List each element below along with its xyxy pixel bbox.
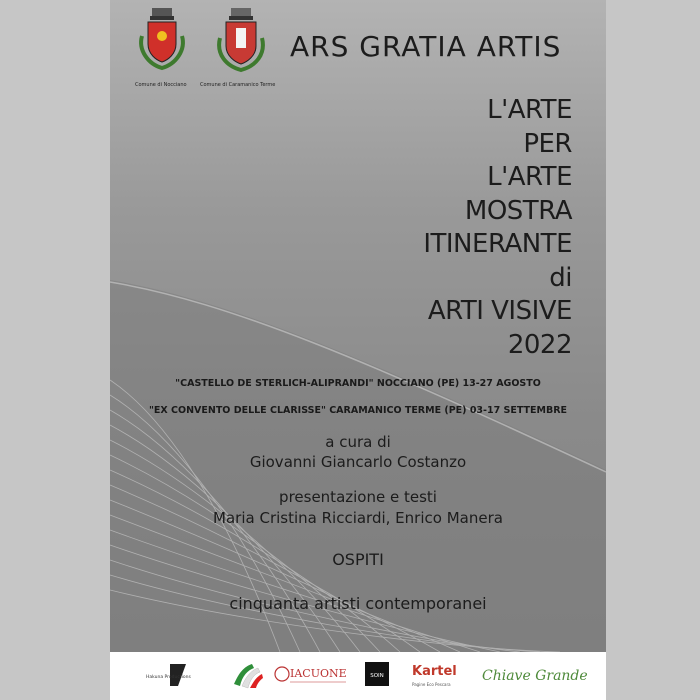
- sponsor-iacuone-logo: [274, 660, 348, 690]
- curator-name: Giovanni Giancarlo Costanzo: [249, 453, 467, 471]
- sponsor-kartel-logo: [410, 660, 468, 690]
- venue-caramanico: "EX CONVENTO DELLE CLARISSE" CARAMANICO TERME (PE) 03-17 SETTEMBRE: [148, 405, 568, 416]
- sponsor-soin-logo: [364, 660, 390, 690]
- crest-right-label: Comune di Caramanico Terme: [200, 82, 276, 88]
- sponsor-6-text: Chiave Grande: [482, 668, 588, 684]
- sponsor-tricolor-logo: [232, 660, 264, 690]
- sponsor-hakuna-logo: [146, 660, 220, 690]
- venue-nocciano: "CASTELLO DE STERLICH-ALIPRANDI" NOCCIANO (PE) 13-27 AGOSTO: [175, 378, 541, 389]
- texts-names: Maria Cristina Ricciardi, Enrico Manera: [213, 509, 503, 527]
- sponsor-strip: [110, 652, 606, 700]
- title-line: 2022: [507, 329, 572, 360]
- title-line: ITINERANTE: [423, 229, 572, 259]
- title-line: PER: [523, 128, 572, 159]
- sponsor-chiave-grande-logo: [480, 660, 588, 690]
- sponsor-3-text: IACUONE: [290, 667, 347, 680]
- title-line: di: [549, 262, 572, 293]
- crest-left-label: Comune di Nocciano: [135, 82, 187, 88]
- guests-label: OSPITI: [332, 550, 384, 569]
- guests-text: cinquanta artisti contemporanei: [229, 594, 487, 613]
- title-stack: [312, 94, 572, 362]
- caramanico-crest-icon: [214, 6, 268, 74]
- title-line: MOSTRA: [464, 195, 572, 226]
- texts-label: presentazione e testi: [279, 488, 437, 506]
- title-line: L'ARTE: [487, 95, 572, 125]
- nocciano-crest-icon: [136, 6, 188, 72]
- sponsor-4-text: SOIN: [370, 673, 384, 679]
- motto-heading: ARS GRATIA ARTIS: [290, 30, 562, 63]
- sponsor-5-sub: Pagine Eco Pescara: [412, 682, 451, 687]
- sponsor-5-text: Kartel: [412, 664, 457, 679]
- title-line: ARTI VISIVE: [427, 296, 572, 326]
- sponsor-1-text: Hakuna Productions: [146, 675, 191, 680]
- poster: [110, 0, 606, 700]
- title-line: L'ARTE: [487, 162, 572, 192]
- curator-label: a cura di: [325, 433, 391, 451]
